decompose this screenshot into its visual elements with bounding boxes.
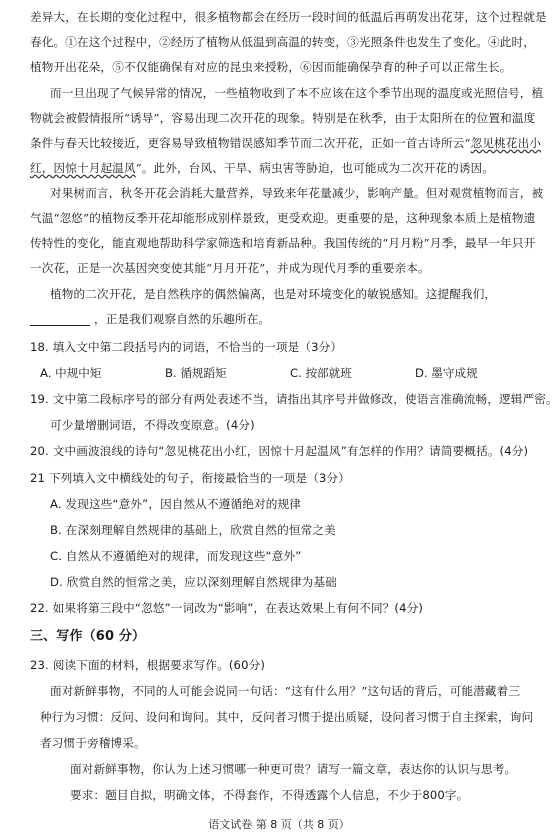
question-21-option-b: B. 在深刻理解自然规律的基础上，欣赏自然的恒常之美 [50, 523, 336, 537]
option-c: C. 按部就班 [290, 366, 352, 380]
material-line: 种行为习惯：反问、设问和询问。其中，反问者习惯于提出质疑，设问者习惯于自主探索，询问 [40, 710, 534, 724]
passage-line [30, 136, 540, 150]
question-22-stem: 22. 如果将第三段中“忽悠”一词改为“影响”，在表达效果上有何不同？(4分) [30, 601, 424, 615]
question-21-stem: 21 下列填入文中横线处的句子，衔接最恰当的一项是（3分） [30, 471, 351, 485]
passage-line: 一次花，正是一次基因突变使其能“月月开花”，并成为现代月季的重要亲本。 [30, 261, 430, 275]
option-a: A. 中规中矩 [40, 366, 102, 380]
passage-line: 植物的二次开花，是自然秩序的偶然偏离，也是对环境变化的敏锐感知。这提醒我们， [50, 287, 497, 301]
fill-blank [30, 315, 90, 326]
question-20-stem: 20. 文中画波浪线的诗句“忽见桃花出小红，因惊十月起温风”有怎样的作用？请简要概括。(4分) [30, 444, 529, 458]
passage-text: ，正是我们观察自然的乐趣所在。 [94, 312, 271, 326]
question-23-stem: 23. 阅读下面的材料，根据要求写作。(60分) [30, 658, 266, 672]
wavy-poem-line: 忽见桃花出小 [470, 136, 542, 150]
material-line: 面对新鲜事物，不同的人可能会说同一句话：“这有什么用？”这句话的背后，可能潜藏着三 [50, 684, 521, 698]
passage-line [30, 312, 540, 326]
passage-line: 差异大，在长期的变化过程中，很多植物都会在经历一段时间的低温后再萌发出花芽，这个过程就是 [30, 10, 547, 24]
option-d: D. 墨守成规 [415, 366, 478, 380]
question-21-option-a: A. 发现这些“意外”，因自然从不遵循绝对的规律 [50, 497, 301, 511]
passage-line [30, 161, 540, 175]
question-18-stem: 18. 填入文中第二段括号内的词语，不恰当的一项是（3分） [30, 340, 343, 354]
option-b: B. 循规蹈矩 [165, 366, 227, 380]
passage-line: 物就会被假情报所“诱导”，容易出现二次开花的现象。特别是在秋季，由于太阳所在的位置和温度 [30, 111, 536, 125]
passage-line: 而一旦出现了气候异常的情况，一些植物收到了本不应该在这个季节出现的温度或光照信号，植 [50, 86, 544, 100]
question-21-option-d: D. 欣赏自然的恒常之美，应以深刻理解自然规律为基础 [50, 575, 337, 589]
prompt-line: 面对新鲜事物，你认为上述习惯哪一种更可贵？请写一篇文章，表达你的认识与思考。 [70, 762, 517, 776]
page-footer: 语文试卷 第 8 页（共 8 页） [208, 818, 350, 831]
question-21-option-c: C. 自然从不遵循绝对的规律，而发现这些“意外” [50, 549, 302, 563]
wavy-poem-line: 红，因惊十月起温风 [30, 161, 136, 175]
passage-text: 条件与春天比较接近，更容易导致植物错误感知季节而二次开花，正如一首古诗所云“ [30, 136, 471, 150]
question-19-stem-cont: 可少量增删词语，不得改变原意。(4分) [50, 418, 255, 432]
passage-line: 气温“忽悠”的植物反季开花却能形成别样景致，更受欢迎。更重要的是，这种现象本质上是植物遗 [30, 211, 536, 225]
passage-line: 传特性的变化，能直观地帮助科学家筛选和培育新品种。我国传统的“月月粉”月季，最早一年只开 [30, 236, 536, 250]
passage-line: 对果树而言，秋冬开花会消耗大量营养，导致来年花量减少，影响产量。但对观赏植物而言，被 [50, 186, 544, 200]
passage-line: 春化。①在这个过程中，②经历了植物从低温到高温的转变，③光照条件也发生了变化。④此时， [30, 35, 535, 49]
requirements-line: 要求：题目自拟，明确文体，不得套作，不得透露个人信息，不少于800字。 [70, 788, 469, 802]
question-18-options [40, 366, 540, 380]
material-line: 者习惯于旁稽博采。 [40, 736, 146, 750]
passage-text: ”。此外，台风、干旱、病虫害等胁迫，也可能成为二次开花的诱因。 [135, 161, 495, 175]
passage-line: 植物开出花朵，⑤不仅能确保有对应的昆虫来授粉，⑥因而能确保孕育的种子可以正常生长。 [30, 60, 512, 74]
question-19-stem: 19. 文中第二段标序号的部分有两处表述不当，请指出其序号并做修改，使语言准确流畅，逻辑严密。 [30, 392, 558, 406]
section-heading: 三、写作（60 分） [30, 629, 146, 644]
